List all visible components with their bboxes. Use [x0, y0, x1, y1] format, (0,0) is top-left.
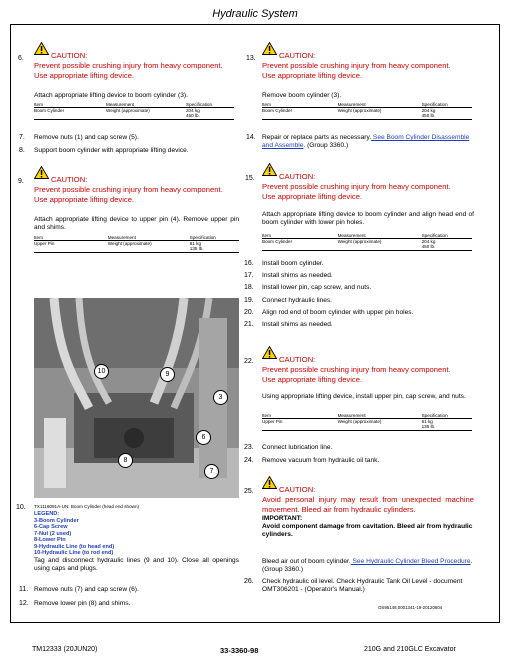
warning-triangle-icon	[262, 42, 277, 55]
step-13-text: Remove boom cylinder (3).	[262, 92, 342, 99]
step-22-number: 22.	[244, 358, 254, 365]
list-item: 18. Install lower pin, cap screw, and nuts.	[244, 284, 372, 292]
caution-text: Prevent possible crushing injury from heavy component. Use appropriate lifting device.	[34, 185, 223, 204]
step-7-number: 7.	[19, 134, 25, 141]
list-item: 19. Connect hydraulic lines.	[244, 296, 333, 304]
footer-page-number: 33-3360-98	[220, 646, 259, 655]
boom-cylinder-disassemble-link[interactable]: See Boom Cylinder Disassemble and Assemble	[262, 134, 470, 150]
step-24-text: Remove vacuum from hydraulic oil tank.	[262, 457, 380, 464]
legend-item: 7-Nut (2 used)	[34, 530, 72, 537]
left-border	[10, 24, 11, 622]
step-8-text: Support boom cylinder with appropriate lifting device.	[34, 147, 189, 154]
step-6-number: 6.	[18, 55, 24, 62]
legend-item: 6-Cap Screw	[34, 524, 68, 531]
list-item: 17. Install shims as needed.	[244, 272, 333, 280]
step-26-number: 26.	[244, 578, 254, 585]
step-13-spec-table: Item Measurement Specification Boom Cylinder Weight (approximate) 204 kg 450 lb.	[262, 101, 472, 120]
warning-triangle-icon	[34, 42, 49, 55]
warning-triangle-icon	[262, 476, 277, 489]
step-10-number: 10.	[16, 504, 26, 511]
callout-3: 3	[213, 390, 228, 405]
step-12-number: 12.	[19, 600, 29, 607]
bleed-text: Bleed air out of boom cylinder. See Hydraulic Cylinder Bleed Procedure. (Group 3360.)	[262, 558, 473, 574]
step-11-text: Remove nuts (7) and cap screw (6).	[34, 586, 139, 593]
step-6-spec-table: Item Measurement Specification Boom Cylinder Weight (approximate) 204 kg 450 lb.	[34, 101, 234, 120]
step-24-number: 24.	[244, 457, 254, 464]
warning-triangle-icon	[262, 163, 277, 176]
step-26-text: Check hydraulic oil level. Check Hydraulic Tank Oil Level - document OMT306201 - (Operator's Manual.)	[262, 578, 463, 594]
reference-id: OS95148,0001341-19-20120604	[378, 605, 443, 610]
step-25-number: 25.	[244, 488, 254, 495]
step-22-text: Using appropriate lifting device, install upper pin, cap screw, and nuts.	[262, 393, 466, 400]
legend-list	[34, 518, 114, 556]
caution-label: CAUTION:	[279, 485, 316, 494]
callout-10: 10	[94, 364, 109, 379]
caution-label: CAUTION:	[51, 51, 88, 60]
step-9-spec-table: Item Measurement Specification Upper Pin Weight (approximate) 61 kg 135 lb.	[34, 234, 239, 253]
right-border	[499, 24, 500, 622]
footer-document-id: TM12333 (20JUN20)	[32, 646, 98, 653]
callout-8: 8	[118, 453, 133, 468]
step-15-number: 15.	[245, 175, 255, 182]
step-10-text: Tag and disconnect hydraulic lines (9 and 10). Close all openings using caps and plugs.	[34, 557, 239, 573]
legend-item: 9-Hydraulic Line (to head end)	[34, 543, 115, 550]
callout-6: 6	[196, 430, 211, 445]
step-11-number: 11.	[19, 586, 29, 593]
step-22-spec-table: Item Measurement Specification Upper Pin Weight (approximate) 61 kg 135 lb.	[262, 412, 472, 431]
caution-label: CAUTION:	[51, 175, 88, 184]
step-9-number: 9.	[18, 178, 24, 185]
caution-text: Prevent possible crushing injury from heavy component. Use appropriate lifting device.	[262, 365, 451, 384]
caution-text: Avoid personal injury may result from unexpected machine movement. Bleed air from hydraulic cylinders.	[262, 495, 474, 514]
legend-item: 10-Hydraulic Line (to rod end)	[34, 550, 114, 557]
page-header-title: Hydraulic System	[212, 8, 298, 20]
callout-9: 9	[160, 367, 175, 382]
step-14-number: 14.	[246, 134, 256, 141]
list-item: 20. Align rod end of boom cylinder with upper pin holes.	[244, 308, 414, 316]
figure-caption: TX1116091A-UN: Boom Cylinder (head end shown)	[34, 504, 140, 509]
warning-triangle-icon	[262, 346, 277, 359]
legend-title: LEGEND:	[34, 511, 60, 517]
callout-7: 7	[204, 464, 219, 479]
step-23-text: Connect lubrication line.	[262, 444, 333, 451]
list-item: 16. Install boom cylinder.	[244, 260, 324, 267]
hydraulic-cylinder-bleed-link[interactable]: See Hydraulic Cylinder Bleed Procedure	[350, 558, 471, 565]
step-12-text: Remove lower pin (8) and shims.	[34, 600, 131, 607]
steps-16-21-list	[244, 260, 484, 333]
footer-machine-model: 210G and 210GLC Excavator	[364, 646, 456, 653]
caution-label: CAUTION:	[279, 51, 316, 60]
caution-text: Prevent possible crushing injury from heavy component. Use appropriate lifting device.	[34, 61, 223, 80]
footer-rule	[10, 622, 500, 623]
caution-label: CAUTION:	[279, 172, 316, 181]
caution-text: Prevent possible crushing injury from heavy component. Use appropriate lifting device.	[262, 61, 451, 80]
step-9-text: Attach appropriate lifting device to upper pin (4). Remove upper pin and shims.	[34, 216, 239, 232]
important-label: IMPORTANT:	[262, 515, 303, 522]
list-item: 21. Install shims as needed.	[244, 320, 333, 328]
legend-item: 3-Boom Cylinder	[34, 518, 79, 524]
step-23-number: 23.	[244, 444, 254, 451]
step-8-number: 8.	[19, 147, 25, 154]
step-14-text: Repair or replace parts as necessary. See Boom Cylinder Disassemble and Assemble. (Group 3360.)	[262, 134, 470, 150]
important-text: Avoid component damage from cavitation. Bleed air from hydraulic cylinders.	[262, 523, 473, 539]
caution-label: CAUTION:	[279, 355, 316, 364]
step-6-text: Attach appropriate lifting device to boom cylinder (3).	[34, 92, 188, 99]
header-rule	[10, 24, 500, 25]
step-13-number: 13.	[246, 55, 256, 62]
step-15-spec-table: Item Measurement Specification Boom Cylinder Weight (approximate) 204 kg 450 lb.	[262, 232, 472, 251]
legend-item: 8-Lower Pin	[34, 537, 66, 544]
warning-triangle-icon	[34, 166, 49, 179]
step-7-text: Remove nuts (1) and cap screw (5).	[34, 134, 139, 141]
caution-text: Prevent possible crushing injury from heavy component. Use appropriate lifting device.	[262, 182, 451, 201]
step-15-text: Attach appropriate lifting device to boom cylinder and align head end of boom cylinder with lower pin holes.	[262, 211, 474, 227]
